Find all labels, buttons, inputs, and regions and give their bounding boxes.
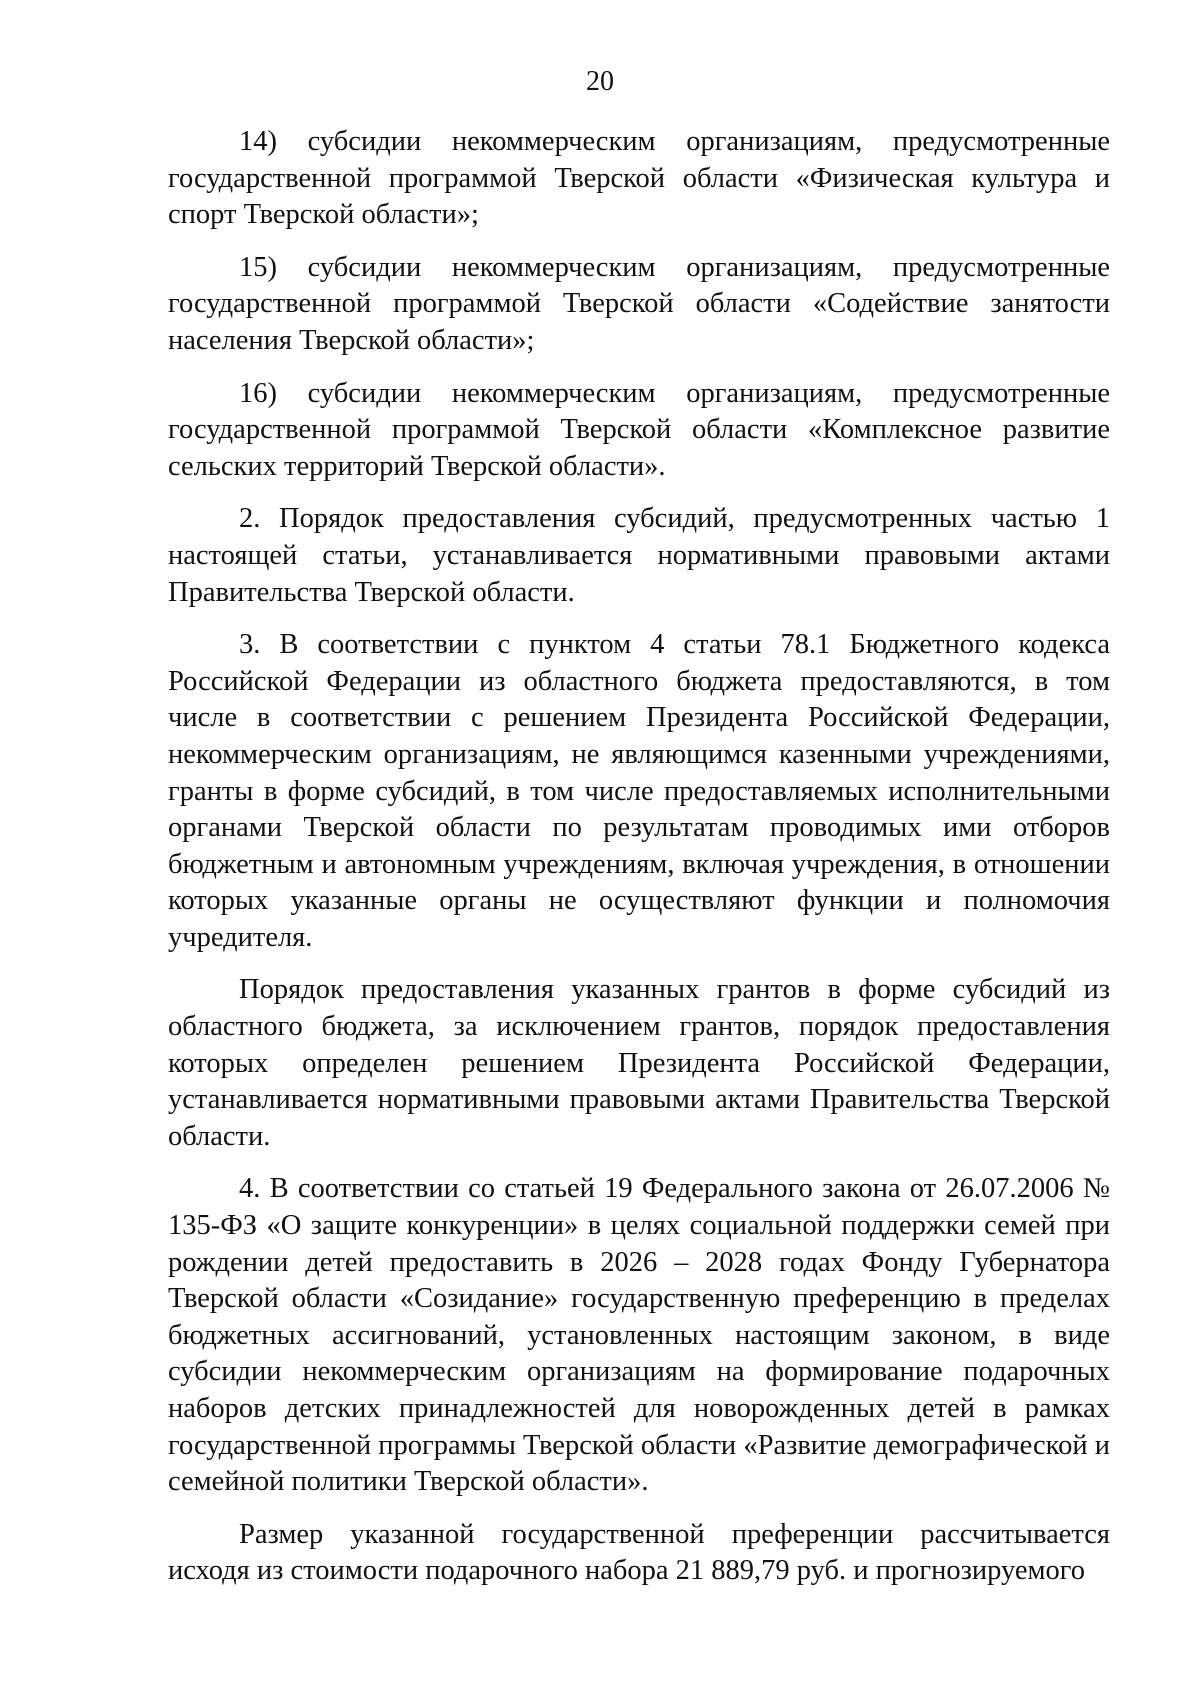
- paragraph-item-14: 14) субсидии некоммерческим организациям, предусмотренные государственной программой Тверской области «Физическая культура и спорт Тверской области»;: [168, 126, 1110, 231]
- paragraph-part-2: 2. Порядок предоставления субсидий, предусмотренных частью 1 настоящей статьи, устанавливается нормативными правовыми актами Правительства Тверской области.: [168, 503, 1110, 608]
- paragraph-item-16: 16) субсидии некоммерческим организациям, предусмотренные государственной программой Тверской области «Комплексное развитие сельских территорий Тверской области».: [168, 377, 1110, 482]
- document-body: [168, 124, 1110, 1590]
- page-number: 20: [586, 66, 614, 97]
- paragraph-item-15: 15) субсидии некоммерческим организациям, предусмотренные государственной программой Тверской области «Содействие занятости населения Тверской области»;: [168, 251, 1110, 356]
- paragraph-part-3: 3. В соответствии с пунктом 4 статьи 78.1 Бюджетного кодекса Российской Федерации из областного бюджета предоставляются, в том числе в соответствии с решением Президента Российской Федерации, некоммерческим организациям, не являющимся казенными учреждениями, гранты в форме субсидий, в том числе предоставляемых исполнительными органами Тверской области по результатам проводимых ими отборов бюджетным и автономным учреждениям, включая учреждения, в отношении которых указанные органы не осуществляют функции и полномочия учредителя.: [168, 629, 1110, 953]
- paragraph-grant-procedure: Порядок предоставления указанных грантов в форме субсидий из областного бюджета, за исключением грантов, порядок предоставления которых определен решением Президента Российской Федерации, устанавливается нормативными правовыми актами Правительства Тверской области.: [168, 974, 1110, 1152]
- paragraph-part-4: 4. В соответствии со статьей 19 Федерального закона от 26.07.2006 № 135-ФЗ «О защите конкуренции» в целях социальной поддержки семей при рождении детей предоставить в 2026 – 2028 годах Фонду Губернатора Тверской области «Созидание» государственную преференцию в пределах бюджетных ассигнований, установленных настоящим законом, в виде субсидии некоммерческим организациям на формирование подарочных наборов детских принадлежностей для новорожденных детей в рамках государственной программы Тверской области «Развитие демографической и семейной политики Тверской области».: [168, 1173, 1110, 1498]
- paragraph-preference-size: Размер указанной государственной преференции рассчитывается исходя из стоимости подарочного набора 21 889,79 руб. и прогнозируемого: [168, 1518, 1110, 1587]
